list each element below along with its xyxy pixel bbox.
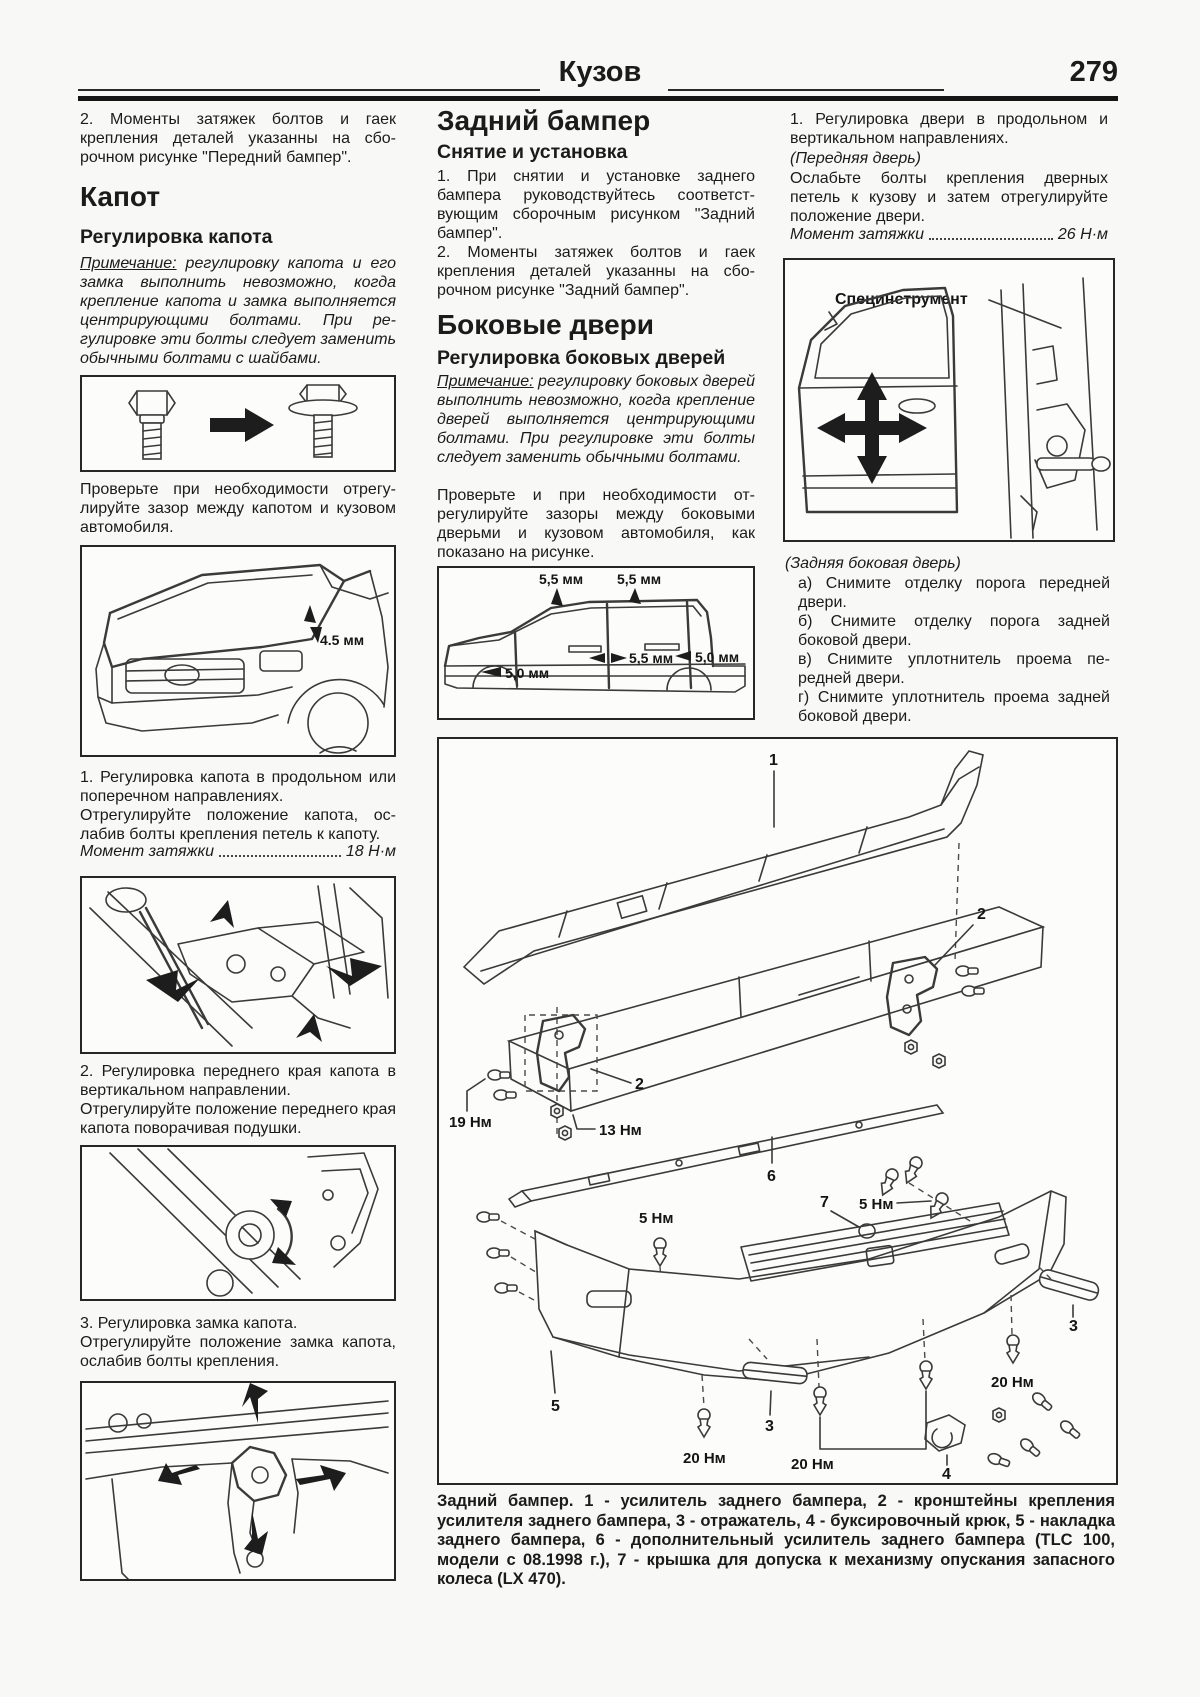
- hood-gap-drawing: [82, 547, 394, 755]
- torque-13nm-label: 13 Нм: [599, 1122, 642, 1139]
- arrow-down-icon: [244, 1511, 268, 1555]
- rotate-arrow-path: [278, 1209, 292, 1255]
- clip-icon: [487, 1248, 509, 1258]
- callout-2: 2: [635, 1076, 644, 1093]
- header-rule-right: [668, 89, 944, 91]
- col3-step1-text: Ослабьте болты крепления дверных петель к кузову и затем отрегулируйте положение двери.: [790, 170, 1108, 225]
- car-front-outline: [96, 565, 388, 753]
- hood-cushion-drawing: [82, 1147, 394, 1299]
- leader-line: [467, 1079, 485, 1111]
- col1-step3-text: Отрегулируйте положение замка капота, ослабив болты крепления.: [80, 1334, 396, 1370]
- clip-icon: [956, 966, 978, 976]
- leader-dashed: [1011, 1295, 1012, 1335]
- clip-icon: [495, 1283, 517, 1293]
- figure-hood-cushion: [80, 1145, 396, 1301]
- clip-icon: [477, 1212, 499, 1222]
- page-number: 279: [1069, 56, 1118, 88]
- nut-icon: [933, 1054, 945, 1068]
- nut-icon: [559, 1126, 571, 1140]
- torque-19nm-label: 19 Нм: [449, 1114, 492, 1131]
- torque-spec-row: [80, 843, 396, 861]
- section-heading-rear-bumper: Задний бампер: [437, 105, 651, 136]
- door-tool-drawing: [785, 260, 1113, 540]
- subheading-removal-installation: Снятие и установка: [437, 141, 628, 163]
- bolt-icon: [698, 1409, 710, 1437]
- col2-paragraph-2: 2. Моменты затяжек болтов и гаек крепления деталей указанны на сборочном рисунке "Задний бампер".: [437, 244, 755, 299]
- section-heading-hood: Капот: [80, 181, 161, 212]
- hood-gap-value: 4.5 мм: [320, 632, 365, 648]
- leader-dashed: [501, 1221, 535, 1239]
- col3-item-v: в) Снимите уплотнитель проема передней двери.: [798, 651, 1110, 687]
- bolt-icon: [1007, 1335, 1019, 1363]
- callout-1: 1: [769, 752, 778, 769]
- clip-icon: [488, 1070, 510, 1080]
- dot-leader: [929, 237, 1053, 240]
- figure-door-special-tool: [783, 258, 1115, 542]
- part-tow-hook: [925, 1415, 965, 1451]
- clip-icon: [494, 1090, 516, 1100]
- hood-gap-dimension: [304, 605, 364, 648]
- col3-item-b: б) Снимите отделку порога задней боковой двери.: [798, 613, 1110, 649]
- four-way-arrow-icon: [817, 372, 927, 484]
- leader-line: [573, 1115, 595, 1129]
- col1-note: [80, 254, 396, 368]
- rotate-arrow-bottom-icon: [272, 1247, 296, 1265]
- leader-line: [820, 1391, 926, 1449]
- col1-step2-text: Отрегулируйте положение переднего края капота поворачивая подушки.: [80, 1101, 397, 1137]
- leader-dashed: [511, 1257, 539, 1274]
- dim-bottom-left: 5,0 мм: [505, 665, 550, 681]
- clip-icon: [1018, 1437, 1041, 1459]
- col3-rear-door-label: (Задняя боковая дверь): [785, 555, 961, 572]
- figure-rear-bumper-exploded: [437, 737, 1118, 1485]
- figure-hood-lock: [80, 1381, 396, 1581]
- radiator-support: [86, 1401, 388, 1579]
- hood-lock-drawing: [82, 1383, 394, 1579]
- arrow-up-icon: [242, 1383, 268, 1423]
- col1-step1-title: 1. Регулировка капота в продольном или поперечном направлениях.: [80, 769, 396, 805]
- part-bumper-cover: [535, 1191, 1066, 1381]
- diagram-caption: Задний бампер. 1 - усилитель заднего бампера, 2 - кронштейны крепления усилителя заднего бампера, 3 - отражатель, 4 - буксировочный крюк, 5 - накладка заднего бампера, 6 - дополнительный усилитель заднего бампера (TLC 100, модели с 08.1998 г.), 7 - крышка для допуска к механизму опускания запасного колеса (LX 470).: [437, 1492, 1115, 1588]
- rotate-arrow-top-icon: [270, 1199, 292, 1217]
- torque-5nm-label: 5 Нм: [639, 1210, 674, 1227]
- subheading-hood-adjustment: Регулировка капота: [80, 226, 273, 248]
- bolt-icon: [814, 1387, 826, 1415]
- arrow-right-icon: [326, 958, 382, 986]
- torque-spec-row: [790, 226, 1108, 244]
- col1-step1-text: Отрегулируйте положение капота, ослабив болты крепления петель к капоту.: [80, 807, 396, 843]
- arrow-right-icon: [296, 1465, 346, 1491]
- page-title: Кузов: [558, 56, 642, 88]
- col3-step1-title: 1. Регулировка двери в продольном и вертикальном направлениях.: [790, 111, 1108, 147]
- callout-5: 5: [551, 1398, 560, 1415]
- clip-icon: [962, 986, 984, 996]
- nut-icon: [993, 1408, 1005, 1422]
- dim-bottom-right: 5,0 мм: [695, 649, 740, 665]
- col2-note: [437, 372, 755, 467]
- nut-icon: [905, 1040, 917, 1054]
- callout-4: 4: [942, 1466, 951, 1483]
- col1-intro-paragraph: 2. Моменты затяжек болтов и гаек крепления деталей указанны на сборочном рисунке "Передний бампер".: [80, 111, 396, 166]
- figure-hood-hinge: [80, 876, 396, 1054]
- dot-leader: [219, 854, 341, 857]
- figure-bolt-replacement: [80, 375, 396, 472]
- section-heading-side-doors: Боковые двери: [437, 309, 654, 340]
- torque-5nm-label: 5 Нм: [859, 1196, 894, 1213]
- arrow-up-icon: [210, 900, 234, 928]
- torque-label: Момент затяжки: [80, 843, 214, 860]
- note-text: регулировку капота и его замка выполнить невозможно, когда крепление капота и замка выполняется центрирующими болтами. При регулировке эти болты следует заменить обычными болтами с шайбами.: [80, 255, 396, 367]
- bolt-icon: [920, 1361, 932, 1389]
- bolt-icon: [901, 1155, 924, 1185]
- torque-20nm-label: 20 Нм: [683, 1450, 726, 1467]
- header-rule-left: [78, 89, 540, 91]
- callout-3: 3: [1069, 1318, 1078, 1335]
- door-gaps-drawing: [439, 568, 753, 718]
- clip-icon: [1030, 1391, 1053, 1413]
- figure-door-gaps: [437, 566, 755, 720]
- torque-20nm-label: 20 Нм: [991, 1374, 1034, 1391]
- centering-bolt-icon: [129, 391, 175, 459]
- callout-7: 7: [820, 1194, 829, 1211]
- nut-icon: [551, 1104, 563, 1118]
- col3-item-g: г) Снимите уплотнитель проема задней боковой двери.: [798, 689, 1110, 725]
- header-rule-main: [78, 96, 1118, 101]
- special-tool-label: Специнструмент: [835, 291, 968, 308]
- note-label: Примечание:: [437, 373, 534, 390]
- col2-paragraph-1: 1. При снятии и установке заднего бампера руководствуйтесь соответствующим сборочным рисунком "Задний бампер".: [437, 168, 755, 242]
- clip-icon: [1058, 1419, 1081, 1441]
- arrow-right-icon: [210, 408, 274, 442]
- col3-front-door-label: (Передняя дверь): [790, 150, 922, 167]
- note-label: Примечание:: [80, 255, 177, 272]
- torque-label: Момент затяжки: [790, 226, 924, 243]
- bolt-icon: [877, 1167, 900, 1197]
- leader-dashed: [702, 1375, 704, 1407]
- cushion: [226, 1211, 274, 1259]
- torque-20nm-label: 20 Нм: [791, 1456, 834, 1473]
- figure-hood-gap: [80, 545, 396, 757]
- hinge-structure: [90, 884, 388, 1046]
- col2-check-paragraph: Проверьте и при необходимости отрегулируйте зазоры между боковыми дверьми и кузовом автомобиля, как показано на рисунке.: [437, 487, 755, 561]
- dim-top-left: 5,5 мм: [539, 571, 584, 587]
- col1-step2-title: 2. Регулировка переднего края капота в вертикальном направлении.: [80, 1063, 396, 1099]
- dim-top-right: 5,5 мм: [617, 571, 662, 587]
- part-reflector-right: [1038, 1268, 1101, 1302]
- col1-step3-title: 3. Регулировка замка капота.: [80, 1315, 298, 1332]
- hood-hinge-drawing: [82, 878, 394, 1052]
- car-side-outline: [445, 600, 745, 692]
- standard-bolt-washer-icon: [289, 385, 357, 457]
- dim-mid: 5,5 мм: [629, 650, 674, 666]
- subheading-side-door-adjustment: Регулировка боковых дверей: [437, 347, 726, 369]
- col3-item-a: а) Снимите отделку порога передней двери.: [798, 575, 1110, 611]
- torque-value: 18 Н·м: [345, 843, 396, 860]
- rear-bumper-exploded-drawing: [439, 739, 1116, 1483]
- clip-icon: [987, 1452, 1011, 1469]
- col1-check-paragraph: Проверьте при необходимости отрегулируйте зазор между капотом и кузовом автомобиля.: [80, 481, 396, 536]
- torque-value: 26 Н·м: [1057, 226, 1108, 243]
- body-pillar-and-tool: [1001, 278, 1110, 538]
- callout-6: 6: [767, 1168, 776, 1185]
- bolt-icon: [654, 1238, 666, 1266]
- bolt-replacement-drawing: [82, 377, 394, 470]
- note-text: регулировку боковых дверей выполнить невозможно, когда крепление дверей выполняется центрирующими болтами. При регулировке эти болты следует заменить обычными болтами.: [437, 373, 755, 466]
- callout-3: 3: [765, 1418, 774, 1435]
- callout-2: 2: [977, 906, 986, 923]
